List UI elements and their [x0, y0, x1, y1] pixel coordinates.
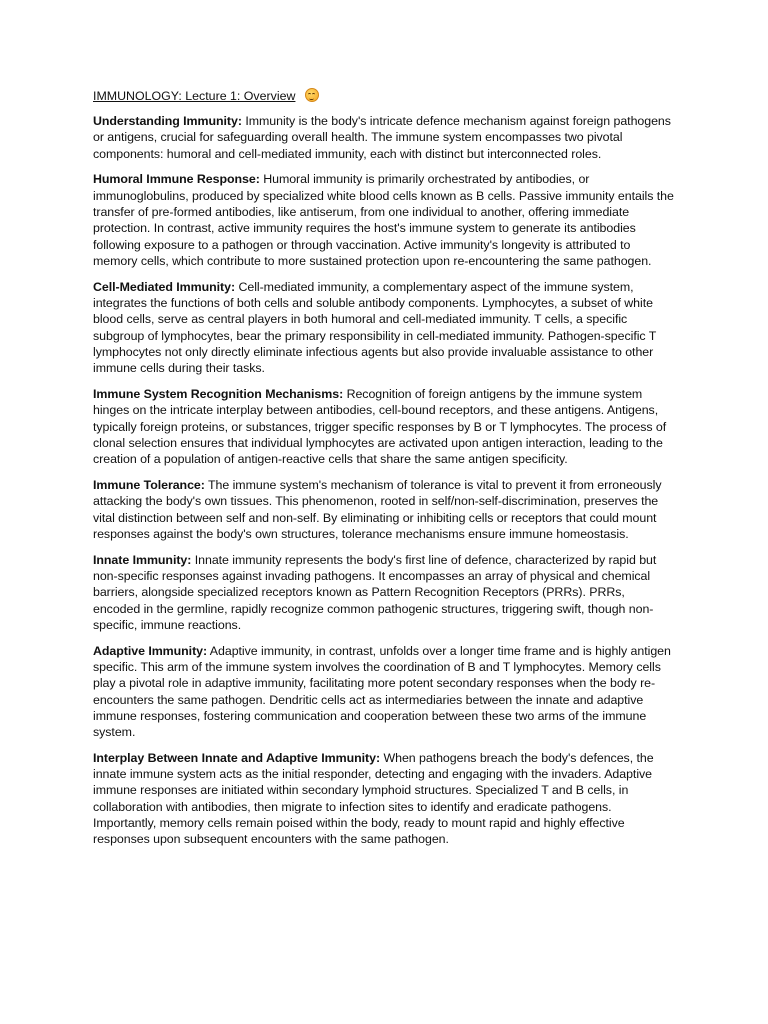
section-humoral-immune-response: [93, 171, 675, 269]
section-text: The immune system's mechanism of tolerance is vital to prevent it from erroneously attacking the body's own tissues. This phenomenon, rooted in self/non-self-discrimination, preserves the vital distinction between self and non-self. By eliminating or inhibiting cells or receptors that could mount responses against the body's own structures, tolerance mechanisms ensure immune homeostasis.: [93, 477, 662, 541]
section-text: Recognition of foreign antigens by the immune system hinges on the intricate interplay between antibodies, cell-bound receptors, and these antigens. Antigens, typically foreign proteins, or substances, trigger specific responses by B or T lymphocytes. The process of clonal selection ensures that individual lymphocytes are activated upon antigen interaction, leading to the creation of a population of antigen-reactive cells that share the same antigen specificity.: [93, 386, 667, 467]
document-title: IMMUNOLOGY: Lecture 1: Overview: [93, 89, 296, 103]
section-heading: Understanding Immunity:: [93, 114, 242, 128]
section-interplay: [93, 750, 675, 848]
section-heading: Interplay Between Innate and Adaptive Immunity:: [93, 750, 381, 765]
section-recognition-mechanisms: [93, 386, 675, 467]
section-text: Cell-mediated immunity, a complementary aspect of the immune system, integrates the functions of both cells and soluble antibody components. Lymphocytes, a subset of white blood cells, serve as central players in both humoral and cell-mediated immunity. T cells, a specific subgroup of lymphocytes, bear the primary responsibility in cell-mediated immunity. Pathogen-specific T lymphocytes not only directly eliminate infectious agents but also provide invaluable assistance to other immune cells during their tasks.: [93, 279, 657, 376]
section-text: Humoral immunity is primarily orchestrated by antibodies, or immunoglobulins, produced by specialized white blood cells known as B cells. Passive immunity entails the transfer of pre-formed antibodies, like antiserum, from one individual to another, offering immediate protection. In contrast, active immunity requires the host's immune system to generate its antibodies following exposure to a pathogen or through vaccination. Active immunity's longevity is attributed to memory cells, which contribute to more sustained protection upon re-encountering the same pathogen.: [93, 172, 674, 268]
section-heading: Adaptive Immunity:: [93, 643, 208, 658]
document-page: [93, 88, 675, 857]
section-text: When pathogens breach the body's defences, the innate immune system acts as the initial responder, detecting and engaging with the invaders. Adaptive immune responses are initiated within secondary lymphoid structures. Specialized T and B cells, in collaboration with antibodies, then migrate to infection sites to identify and eradicate pathogens. Importantly, memory cells remain poised within the body, ready to mount rapid and highly effective responses upon subsequent encounters with the same pathogen.: [93, 750, 654, 847]
section-text: Immunity is the body's intricate defence mechanism against foreign pathogens or antigens, crucial for safeguarding overall health. The immune system encompasses two pivotal components: humoral and cell-mediated immunity, each with distinct but interconnected roles.: [93, 114, 671, 161]
section-understanding-immunity: [93, 113, 675, 162]
section-text: Adaptive immunity, in contrast, unfolds over a longer time frame and is highly antigen specific. This arm of the immune system involves the coordination of B and T lymphocytes. Memory cells play a pivotal role in adaptive immunity, facilitating more potent secondary responses when the body re-encounters the same pathogen. Dendritic cells act as intermediaries between the innate and adaptive immune responses, fostering communication and cooperation between these two arms of the immune system.: [93, 643, 671, 740]
section-heading: Innate Immunity:: [93, 552, 192, 567]
section-text: Innate immunity represents the body's first line of defence, characterized by rapid but non-specific responses against invading pathogens. It encompasses an array of physical and chemical barriers, alongside specialized receptors known as Pattern Recognition Receptors (PRRs). PRRs, encoded in the germline, rapidly recognize common pathogenic structures, triggering swift, though non-specific, immune reactions.: [93, 552, 657, 632]
section-heading: Immune Tolerance:: [93, 477, 205, 492]
section-adaptive-immunity: [93, 643, 675, 741]
section-innate-immunity: [93, 552, 675, 633]
section-heading: Humoral Immune Response:: [93, 172, 260, 187]
section-cell-mediated-immunity: [93, 279, 675, 377]
section-heading: Cell-Mediated Immunity:: [93, 279, 236, 294]
section-heading: Immune System Recognition Mechanisms:: [93, 386, 344, 401]
smiling-face-icon: [305, 88, 319, 102]
title-line: [93, 88, 675, 105]
section-immune-tolerance: [93, 477, 675, 542]
